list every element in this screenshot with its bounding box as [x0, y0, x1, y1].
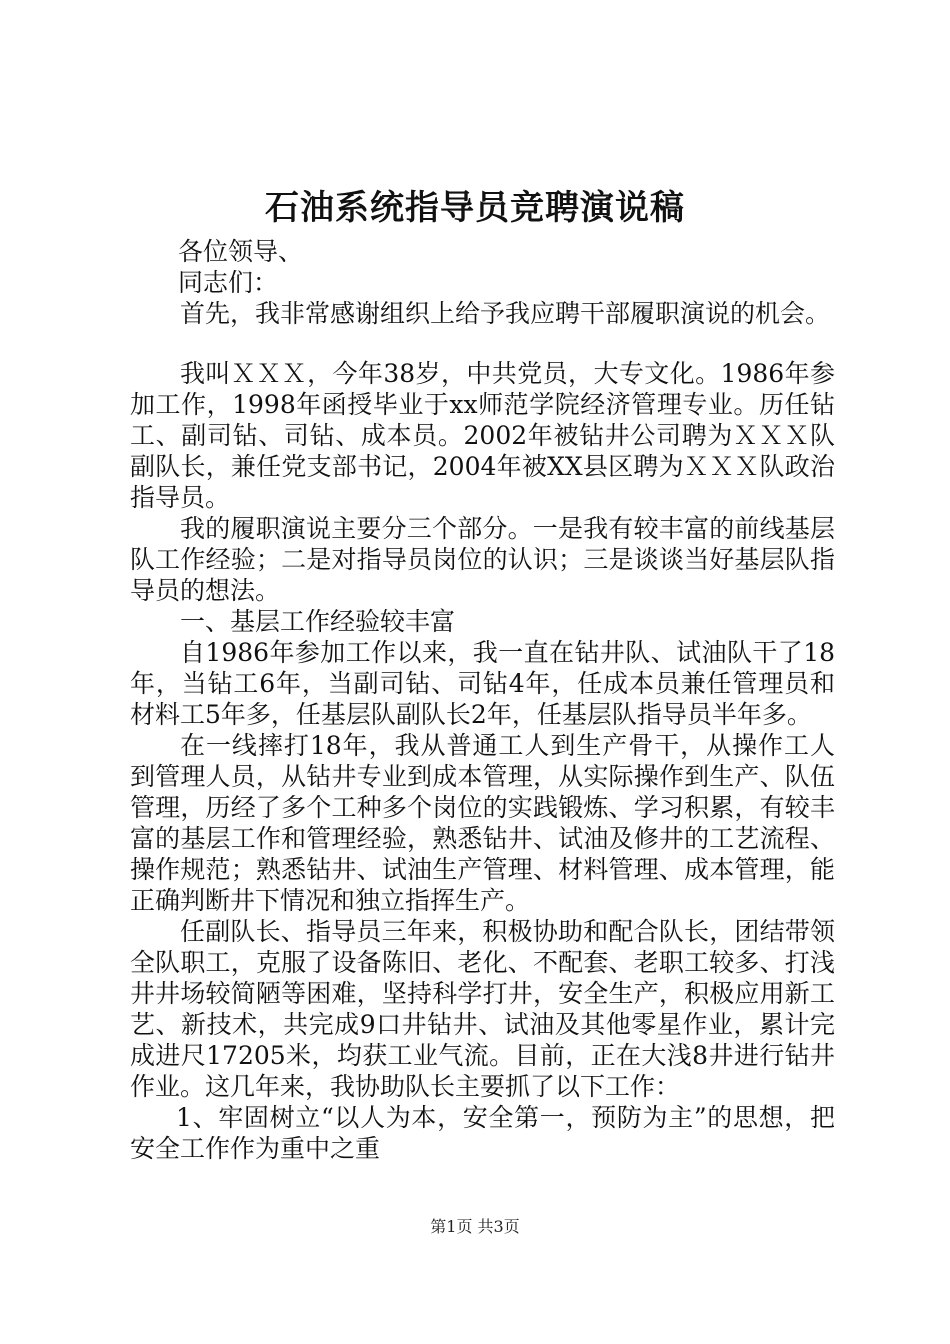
- paragraph-intro: 首先，我非常感谢组织上给予我应聘干部履职演说的机会。: [180, 299, 831, 328]
- greeting-line: 各位领导、: [178, 237, 304, 266]
- paragraph-experience: 自1986年参加工作以来，我一直在钻井队、试油队干了18年，当钻工6年，当副司钻、司钻4年，任成本员兼任管理员和材料工5年多，任基层队副队长2年，任基层队指导员半年多。: [130, 638, 835, 729]
- paragraph-self-introduction: 我叫ＸＸＸ，今年38岁，中共党员，大专文化。1986年参加工作，1998年函授毕业于xx师范学院经济管理专业。历任钻工、副司钻、司钻、成本员。2002年被钻井公司聘为ＸＸＸ队副队长，兼任党支部书记，2004年被XX县区聘为ＸＸＸ队政治指导员。: [130, 359, 835, 512]
- document-body: [130, 236, 835, 1164]
- blank-line: [130, 329, 835, 358]
- list-item: 1、牢固树立“以人为本，安全第一，预防为主”的思想，把安全工作作为重中之重: [130, 1103, 835, 1163]
- paragraph-achievements: 任副队长、指导员三年来，积极协助和配合队长，团结带领全队职工，克服了设备陈旧、老化、不配套、老职工较多、打浅井井场较简陋等困难，坚持科学打井，安全生产，积极应用新工艺、新技术，共完成9口井钻井、试油及其他零星作业，累计完成进尺17205米，均获工业气流。目前，正在大浅8井进行钻井作业。这几年来，我协助队长主要抓了以下工作：: [130, 917, 835, 1101]
- section-heading: 一、基层工作经验较丰富: [180, 607, 456, 636]
- document-title: 石油系统指导员竞聘演说稿: [265, 188, 685, 228]
- paragraph-outline: 我的履职演说主要分三个部分。一是我有较丰富的前线基层队工作经验；二是对指导员岗位的认识；三是谈谈当好基层队指导员的想法。: [130, 514, 835, 605]
- page-footer: 第1页 共3页: [430, 1217, 520, 1236]
- greeting-line: 同志们：: [178, 268, 279, 297]
- paragraph-frontline: 在一线摔打18年，我从普通工人到生产骨干，从操作工人到管理人员，从钻井专业到成本管理，从实际操作到生产、队伍管理，历经了多个工种多个岗位的实践锻炼、学习积累，有较丰富的基层工作和管理经验，熟悉钻井、试油及修井的工艺流程、操作规范；熟悉钻井、试油生产管理、材料管理、成本管理，能正确判断井下情况和独立指挥生产。: [130, 731, 835, 915]
